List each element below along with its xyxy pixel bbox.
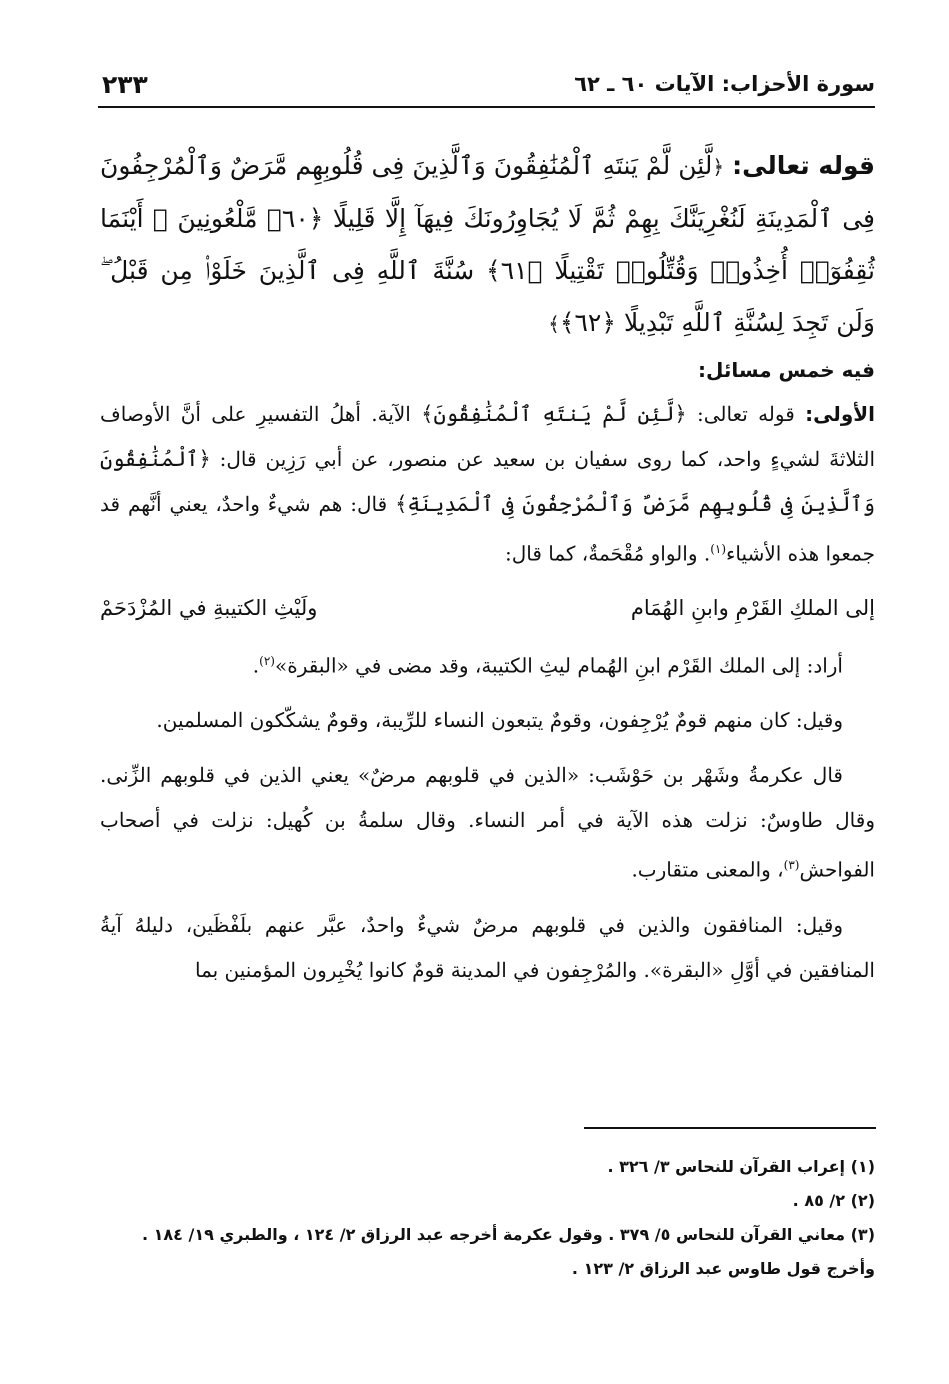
verse-text: لَّئِن لَّمْ يَنتَهِ ٱلْمُنَٰفِقُونَ وَٱلَّذِينَ فِى قُلُوبِهِم مَّرَضٌ وَٱلْمُرْجِفُونَ فِى ٱلْمَدِينَةِ لَنُغْرِيَنَّكَ بِهِمْ ثُمَّ لَا يُجَاوِرُونَكَ فِيهَآ إِلَّا قَلِيلًا ﴿٦٠﴾ مَّلْعُونِينَ ۖ أَيْنَمَا ثُقِفُوٓا۟ أُخِذُوا۟ وَقُتِّلُوا۟ تَقْتِيلًا ﴿٦١﴾ سُنَّةَ ٱللَّهِ فِى ٱلَّذِينَ خَلَوْا۟ مِن قَبْلُ ۖ وَلَن تَجِدَ لِسُنَّةِ ٱللَّهِ تَبْدِيلًا ﴿٦٢﴾ — [100, 151, 875, 337]
paragraph: وقيل: المنافقون والذين في قلوبهم مرضٌ شيءٌ واحدٌ، عبَّر عنهم بلَفْظَين، دليلهُ آيةُ المنافقين في أوَّلِ «البقرة». والمُرْجِفون في المدينة قومٌ كانوا يُخْبِرون المؤمنين بما — [100, 912, 875, 982]
footnote-item — [100, 1184, 875, 1218]
quran-verse-block — [100, 140, 875, 350]
footnotes — [100, 1150, 875, 1286]
para-text: قال عكرمةُ وشَهْر بن حَوْشَب: «الذين في قلوبهم مرضٌ» يعني الذين في قلوبهم الزِّنى. وقال طاوسٌ: نزلت هذه الآية في أمر النساء. وقال سلمةُ بن كُهيل: نزلت في أصحاب الفواحش — [100, 763, 875, 882]
para-text: ، والمعنى متقارب. — [631, 857, 784, 882]
para-text: أراد: إلى الملك القَرْم ابنِ الهُمام ليثِ الكتيبة، وقد مضى في «البقرة» — [274, 653, 843, 678]
footnote-ref: (٣) — [783, 858, 800, 873]
poetry-verse — [100, 587, 875, 629]
paragraph: وقيل: كان منهم قومٌ يُرْجِفون، وقومٌ يتبعون النساء للرِّيبة، وقومٌ يشكّكون المسلمين. — [156, 708, 843, 733]
verse-close-bracket: ﴾ — [548, 312, 560, 336]
issue-label: الأولى: — [805, 402, 875, 426]
footnote-divider — [584, 1127, 876, 1129]
paragraph-first-issue — [100, 392, 875, 577]
para-text: قال: هم شيءٌ واحدٌ، يعني أنَّهم قد جمعوا هذه الأشياء — [100, 492, 875, 566]
para-text: . — [252, 653, 260, 678]
page-number: ٢٣٣ — [102, 70, 148, 99]
para-text: . والواو مُقْحَمةٌ، كما قال: — [504, 541, 711, 566]
paragraph — [100, 639, 875, 689]
footnote-item — [100, 1150, 875, 1184]
footnote-ref: (١) — [710, 542, 727, 556]
footnote-item — [100, 1218, 875, 1286]
verse-lead: قوله تعالى: — [732, 151, 876, 180]
quran-quote: ﴿ٱلْمُنَٰفِقُونَ وَٱلَّذِينَ فِى قُلُوبِهِم مَّرَضٌ وَٱلْمُرْجِفُونَ فِى ٱلْمَدِينَةِ﴾ — [100, 447, 876, 516]
para-text: قوله تعالى: — [697, 402, 795, 426]
hemistich-right: إلى الملكِ القَرْمِ وابنِ الهُمَام — [630, 595, 875, 620]
hemistich-left: ولَيْثِ الكتيبةِ في المُزْدَحَمْ — [100, 595, 318, 620]
section-heading: فيه خمس مسائل: — [697, 358, 875, 382]
footnote-text: إعراب القرآن للنحاس ٣/ ٣٢٦ . — [607, 1157, 846, 1176]
footnote-number: (١) — [850, 1157, 875, 1176]
footnote-number: (٣) — [850, 1225, 875, 1244]
footnote-number: (٢) — [850, 1191, 875, 1210]
footnote-text: ٢/ ٨٥ . — [792, 1191, 846, 1210]
page-header — [98, 66, 875, 108]
paragraph — [100, 753, 875, 893]
verse-open-bracket: ﴿ — [712, 155, 725, 179]
quran-quote: ﴿لَّئِن لَّمْ يَنتَهِ ٱلْمُنَٰفِقُونَ﴾ — [421, 402, 687, 426]
footnote-text: معاني القرآن للنحاس ٥/ ٣٧٩ . وقول عكرمة أخرجه عبد الرزاق ٢/ ١٢٤ ، والطبري ١٩/ ١٨٤ . — [141, 1225, 846, 1244]
para-text: الآية. أهلُ التفسيرِ على أنَّ الأوصاف الثلاثةَ لشيءٍ واحد، كما روى سفيان بن سعيد عن منصور، عن أبي رَزِين قال: — [100, 402, 876, 471]
footnote-continuation: وأخرج قول طاوس عبد الرزاق ٢/ ١٢٣ . — [571, 1259, 875, 1278]
main-text — [100, 140, 875, 1003]
running-title: سورة الأحزاب: الآيات ٦٠ ـ ٦٢ — [574, 72, 875, 96]
footnote-ref: (٢) — [259, 653, 275, 668]
